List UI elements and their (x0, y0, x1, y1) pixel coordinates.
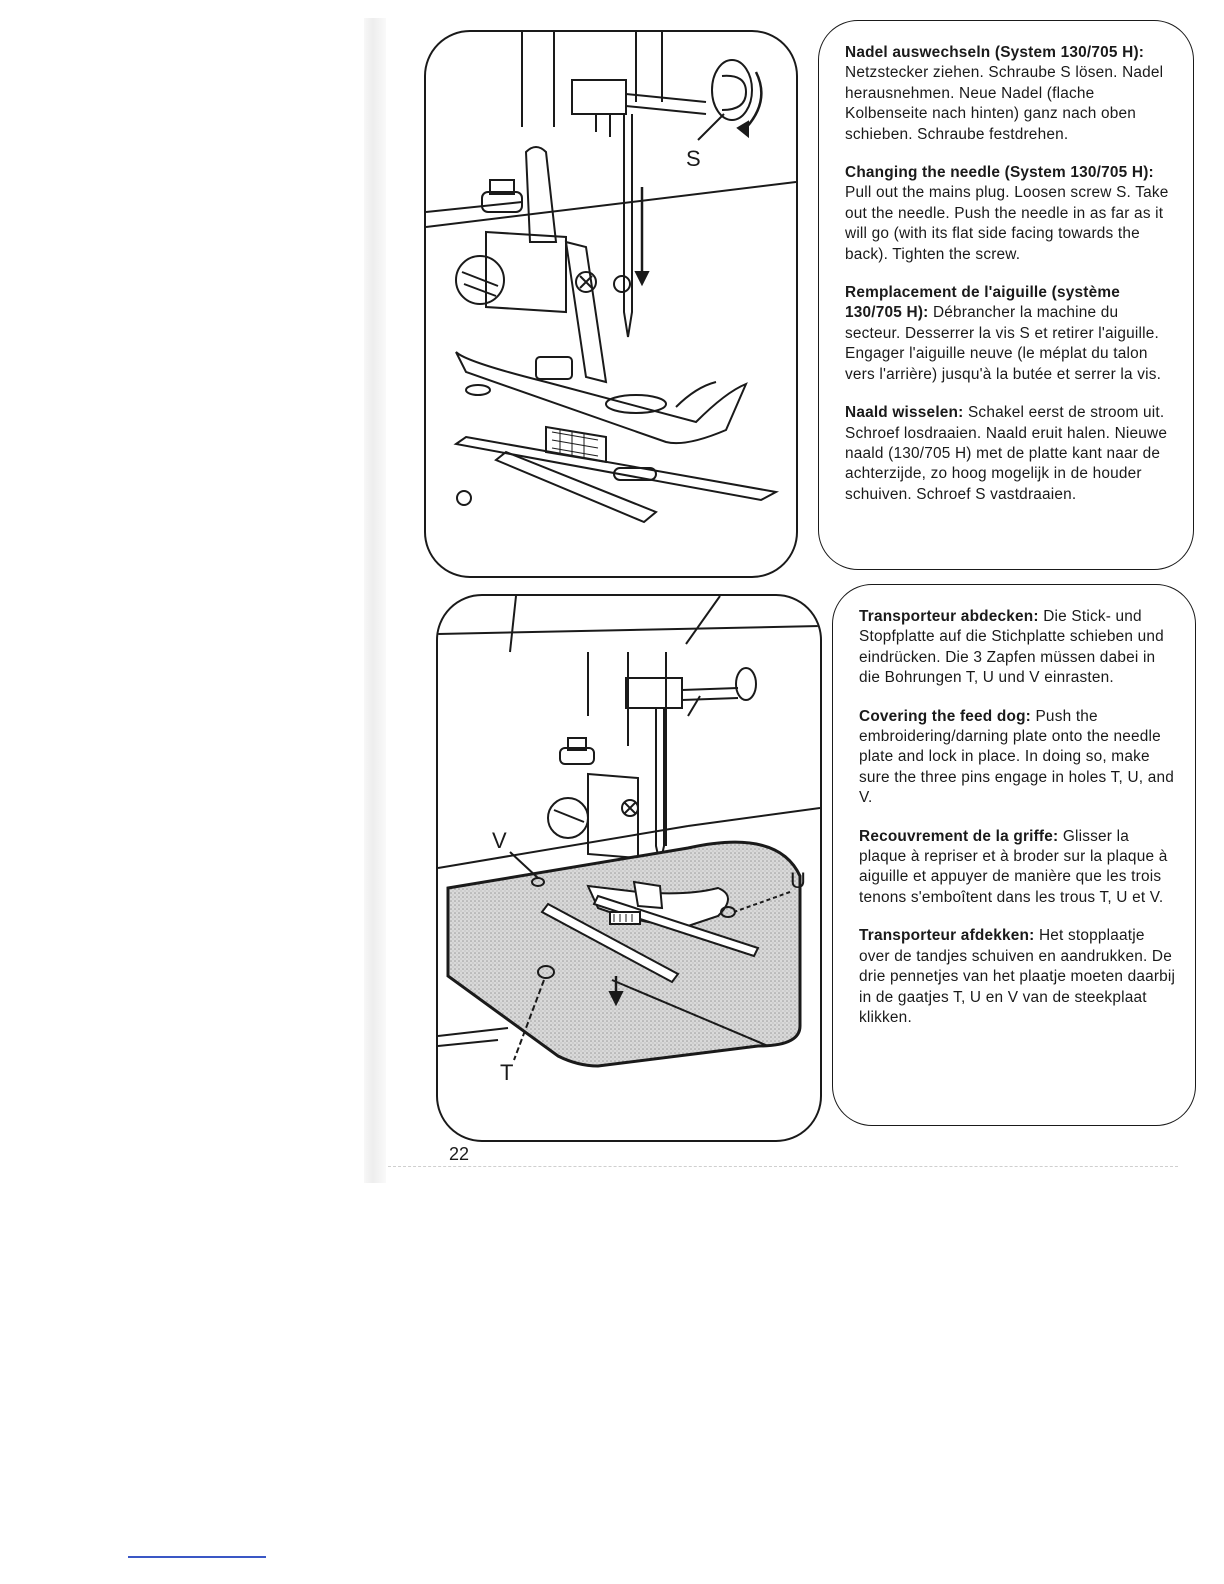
label-t: T (500, 1060, 514, 1085)
heading-en: Covering the feed dog: (859, 707, 1036, 725)
paragraph-fr (859, 827, 1177, 909)
feed-dog-cover-drawing (438, 596, 820, 1140)
paragraph-en (845, 163, 1175, 265)
heading-nl: Transporteur afdekken: (859, 927, 1039, 945)
page-number: 22 (449, 1144, 470, 1164)
feed-dog-cover-instructions (832, 584, 1196, 1126)
text-de: Die Stick- und Stopfplatte auf die Stichplatte schieben und eindrücken. Die 3 Zapfen müssen dabei in die Bohrungen T, U und V einrasten. (859, 608, 1164, 687)
text-fr: Débrancher la machine du secteur. Desserrer la vis S et retirer l'aiguille. Engager l'aiguille neuve (le méplat du talon vers l'arrière) jusqu'à la butée et serrer la vis. (845, 304, 1162, 383)
heading-fr: Remplacement de l'aiguille (système 130/705 H): (845, 284, 1120, 322)
label-u: U (790, 868, 806, 893)
heading-nl: Naald wisselen: (845, 404, 968, 422)
page-bottom-rule (388, 1166, 1178, 1168)
heading-de: Nadel auswechseln (System 130/705 H): (845, 44, 1145, 61)
footer-link-underline (128, 1556, 266, 1558)
text-en: Push the embroidering/darning plate onto the needle plate and lock in place. In doing so, make sure the three pins engage in holes T, U, and V. (859, 707, 1175, 807)
needle-change-instructions (818, 20, 1194, 570)
heading-en: Changing the needle (System 130/705 H): (845, 164, 1154, 182)
heading-fr: Recouvrement de la griffe: (859, 827, 1063, 845)
paragraph-nl (845, 403, 1175, 505)
paragraph-en (859, 707, 1177, 809)
text-en: Pull out the mains plug. Loosen screw S. Take out the needle. Push the needle in as far as it will go (with its flat side facing towards the back). Tighten the screw. (845, 184, 1169, 263)
paragraph-fr (845, 283, 1175, 385)
page-binding-edge (364, 18, 386, 1183)
needle-change-drawing (426, 32, 796, 576)
label-v: V (492, 828, 507, 853)
text-nl: Het stopplaatje over de tandjes schuiven en aandrukken. De drie pennetjes van het plaatje moeten daarbij in de gaatjes T, U en V van de steekplaat klikken. (859, 927, 1176, 1026)
paragraph-nl (859, 926, 1177, 1028)
text-de: Netzstecker ziehen. Schraube S lösen. Nadel herausnehmen. Neue Nadel (flache Kolbenseite nach hinten) ganz nach oben schieben. Schraube festdrehen. (845, 64, 1164, 143)
heading-de: Transporteur abdecken: (859, 608, 1044, 625)
needle-change-illustration (424, 30, 798, 578)
paragraph-de (859, 607, 1177, 689)
feed-dog-cover-illustration (436, 594, 822, 1142)
paragraph-de (845, 43, 1175, 145)
text-fr: Glisser la plaque à repriser et à broder sur la plaque à aiguille et appuyer de manière que les trois tenons s'emboîtent dans les trous T, U et V. (859, 827, 1168, 906)
text-nl: Schakel eerst de stroom uit. Schroef losdraaien. Naald eruit halen. Nieuwe naald (130/705 H) met de platte kant naar de achterzijde, zo hoog mogelijk in de houder schuiven. Schroef S vastdraaien. (845, 404, 1168, 503)
label-s: S (686, 146, 701, 171)
